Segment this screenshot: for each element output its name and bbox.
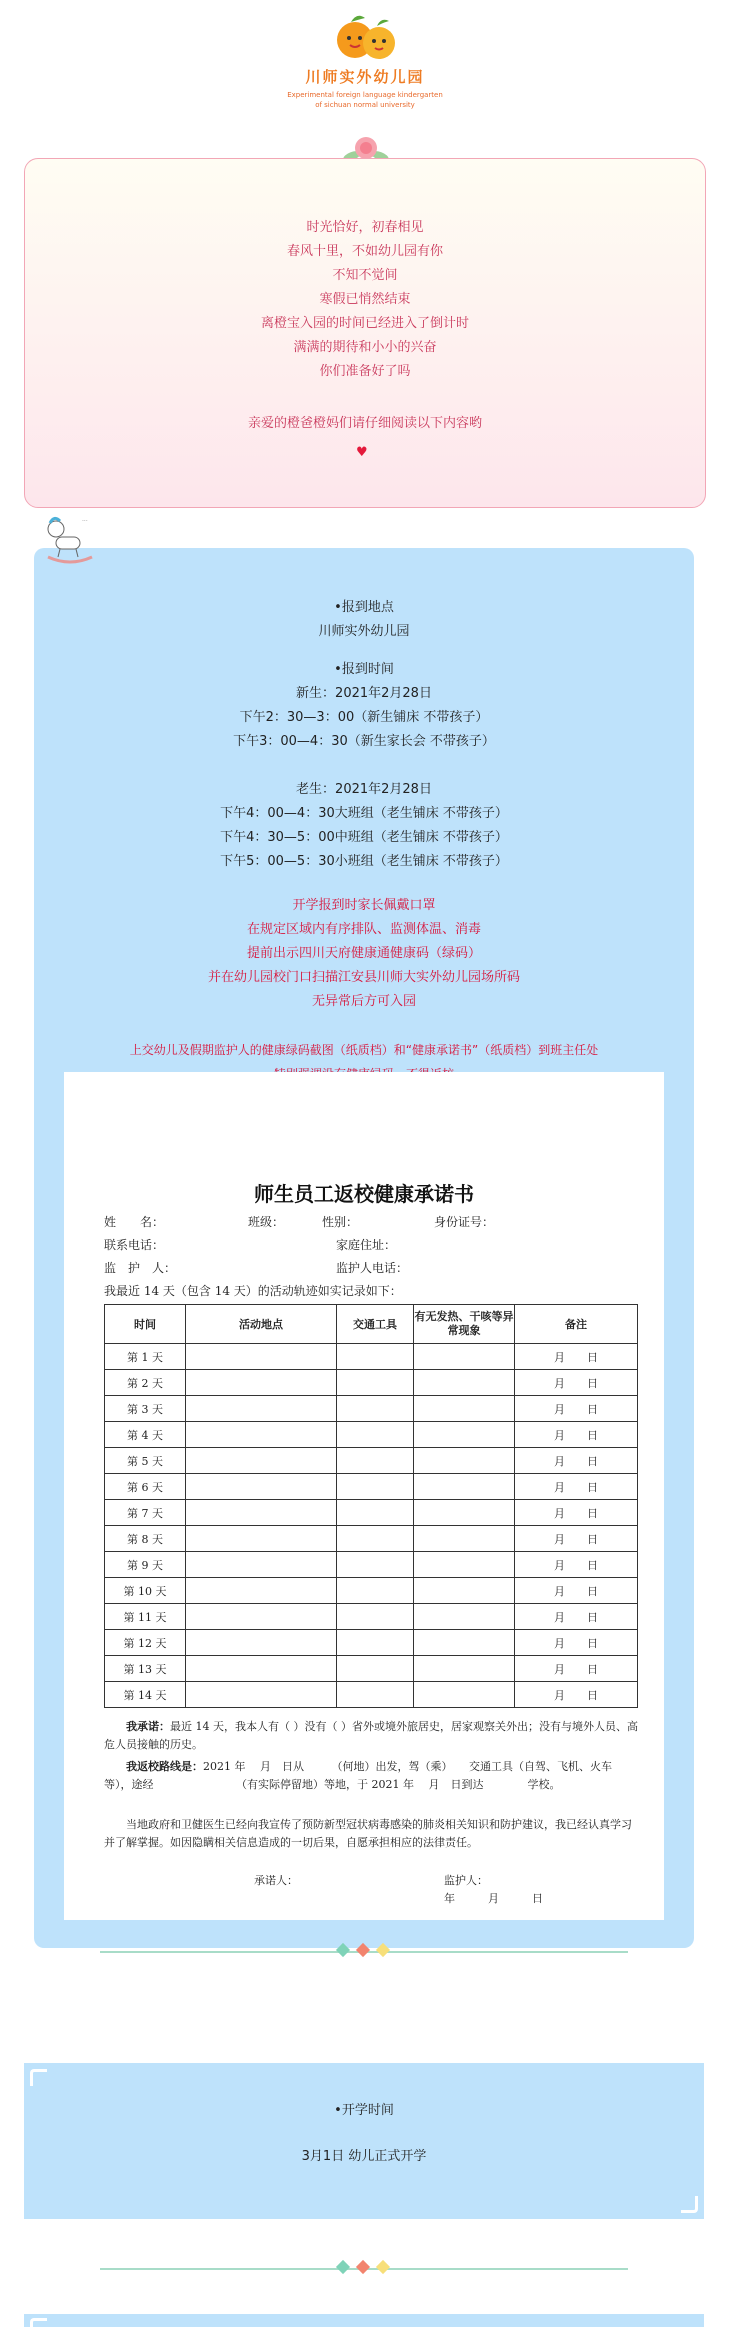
place-cell [186, 1500, 337, 1526]
table-row [105, 1656, 638, 1682]
table-row [105, 1630, 638, 1656]
symptom-cell [414, 1500, 515, 1526]
upload-line: 上交幼儿及假期监护人的健康绿码截图（纸质档）和“健康承诺书”（纸质档）到班主任处 [129, 1043, 599, 1057]
start-date: 3月1日 幼儿正式开学 [301, 2149, 427, 2164]
note-cell: 月 日 [515, 1396, 638, 1422]
table-row [105, 1500, 638, 1526]
report-time-block [34, 658, 694, 754]
symptom-cell [414, 1656, 515, 1682]
transport-cell [337, 1656, 414, 1682]
place-cell [186, 1344, 337, 1370]
diamond-yellow [376, 1943, 390, 1957]
place-cell [186, 1630, 337, 1656]
new-slot: 下午2：30—3：00（新生铺床 不带孩子） [239, 710, 489, 725]
route-label: 我返校路线是： [126, 1760, 203, 1773]
day-cell: 第 12 天 [105, 1630, 186, 1656]
symptom-cell [414, 1344, 515, 1370]
table-row [105, 1526, 638, 1552]
trajectory-table [104, 1304, 638, 1708]
notice-line: 在规定区域内有序排队、监测体温、消毒 [246, 922, 481, 937]
old-time-block [34, 778, 694, 874]
intro-line: 离橙宝入园的时间已经进入了倒计时 [260, 316, 469, 331]
route-text: 2021 年 月 日从 （何地）出发，驾（乘） 交通工具（自驾、飞机、火车等），途经 （有实际停留地）等地，于 2021 年 月 日到达 学校。 [104, 1760, 612, 1791]
symptom-cell [414, 1396, 515, 1422]
form-field-guardian-phone: 监护人电话： [336, 1261, 409, 1275]
diamond-green [336, 2260, 350, 2274]
diamond-divider-icon [334, 1945, 394, 1959]
transport-cell [337, 1396, 414, 1422]
table-row [105, 1578, 638, 1604]
place-cell [186, 1604, 337, 1630]
symptom-cell [414, 1552, 515, 1578]
note-cell: 月 日 [515, 1604, 638, 1630]
form-field-address: 家庭住址： [336, 1238, 397, 1252]
intro-line: 不知不觉间 [332, 268, 398, 283]
note-cell: 月 日 [515, 1474, 638, 1500]
diamond-divider-icon [334, 2262, 394, 2276]
logo-name-en [284, 90, 446, 110]
day-cell: 第 3 天 [105, 1396, 186, 1422]
day-cell: 第 8 天 [105, 1526, 186, 1552]
intro-line: 你们准备好了吗 [319, 364, 411, 379]
place-cell [186, 1682, 337, 1708]
intro-line: 寒假已悄然结束 [319, 292, 411, 307]
transport-cell [337, 1682, 414, 1708]
closing-paragraph: 当地政府和卫健医生已经向我宣传了预防新型冠状病毒感染的肺炎相关知识和防护建议，我已经认真学习并了解掌握。如因隐瞒相关信息造成的一切后果，自愿承担相应的法律责任。 [104, 1818, 632, 1849]
transport-cell [337, 1500, 414, 1526]
notice-line: 提前出示四川天府健康通健康码（绿码） [246, 946, 481, 961]
symptom-cell [414, 1448, 515, 1474]
table-row [105, 1422, 638, 1448]
day-cell: 第 14 天 [105, 1682, 186, 1708]
symptom-cell [414, 1370, 515, 1396]
note-cell: 月 日 [515, 1500, 638, 1526]
notice-line: 无异常后方可入园 [311, 994, 416, 1009]
note-cell: 月 日 [515, 1370, 638, 1396]
place-value: 川师实外幼儿园 [318, 624, 410, 639]
transport-cell [337, 1344, 414, 1370]
symptom-cell [414, 1526, 515, 1552]
old-date: 老生：2021年2月28日 [296, 782, 432, 797]
diamond-orange [356, 2260, 370, 2274]
intro-line: 满满的期待和小小的兴奋 [293, 340, 437, 355]
form-field-gender: 性别： [322, 1215, 359, 1229]
table-row [105, 1604, 638, 1630]
intro-cta: 亲爱的橙爸橙妈们请仔细阅读以下内容哟 [247, 416, 482, 431]
table-row [105, 1682, 638, 1708]
place-cell [186, 1656, 337, 1682]
old-slot: 下午4：00—4：30大班组（老生铺床 不带孩子） [220, 806, 508, 821]
time-heading: •报到时间 [334, 662, 394, 677]
col-symptom: 有无发热、干咳等异常现象 [414, 1305, 515, 1344]
table-row [105, 1448, 638, 1474]
note-cell: 月 日 [515, 1552, 638, 1578]
rocking-horse-icon [42, 513, 98, 565]
transport-cell [337, 1630, 414, 1656]
transport-cell [337, 1552, 414, 1578]
symptom-cell [414, 1474, 515, 1500]
transport-cell [337, 1526, 414, 1552]
heart-icon: ♥ [356, 445, 368, 460]
old-slot: 下午4：30—5：00中班组（老生铺床 不带孩子） [220, 830, 508, 845]
note-cell: 月 日 [515, 1682, 638, 1708]
form-field-phone: 联系电话： [104, 1238, 165, 1252]
signer-label: 承诺人： [254, 1874, 298, 1887]
col-transport: 交通工具 [337, 1305, 414, 1344]
transport-cell [337, 1474, 414, 1500]
table-row [105, 1474, 638, 1500]
form-title: 师生员工返校健康承诺书 [254, 1182, 474, 1206]
corner-bracket-icon [30, 2069, 47, 2086]
note-cell: 月 日 [515, 1526, 638, 1552]
svg-text:...: ... [82, 516, 88, 523]
notice-line: 并在幼儿园校门口扫描江安县川师大实外幼儿园场所码 [207, 970, 520, 985]
old-slot: 下午5：00—5：30小班组（老生铺床 不带孩子） [220, 854, 508, 869]
day-cell: 第 4 天 [105, 1422, 186, 1448]
start-heading: •开学时间 [334, 2103, 394, 2118]
place-cell [186, 1396, 337, 1422]
day-cell: 第 10 天 [105, 1578, 186, 1604]
day-cell: 第 13 天 [105, 1656, 186, 1682]
next-card [24, 2314, 704, 2327]
transport-cell [337, 1578, 414, 1604]
intro-line: 春风十里，不如幼儿园有你 [286, 244, 443, 259]
day-cell: 第 9 天 [105, 1552, 186, 1578]
table-row [105, 1552, 638, 1578]
note-cell: 月 日 [515, 1344, 638, 1370]
guardian-label: 监护人： [444, 1874, 488, 1887]
day-cell: 第 5 天 [105, 1448, 186, 1474]
form-field-id: 身份证号： [434, 1215, 495, 1229]
table-row [105, 1344, 638, 1370]
note-cell: 月 日 [515, 1422, 638, 1448]
place-cell [186, 1370, 337, 1396]
notice-line: 开学报到时家长佩戴口罩 [292, 898, 436, 913]
new-slot: 下午3：00—4：30（新生家长会 不带孩子） [233, 734, 495, 749]
notice-block [34, 894, 694, 1014]
day-cell: 第 2 天 [105, 1370, 186, 1396]
logo-en-line2: of sichuan normal university [315, 101, 415, 109]
orange-logo-icon [331, 10, 401, 66]
intro-lines [25, 216, 705, 384]
table-row [105, 1396, 638, 1422]
start-time-card [24, 2063, 704, 2219]
form-field-class: 班级： [248, 1215, 285, 1229]
symptom-cell [414, 1682, 515, 1708]
form-field-guardian: 监 护 人： [104, 1261, 177, 1275]
intro-line: 时光恰好，初春相见 [306, 220, 424, 235]
symptom-cell [414, 1422, 515, 1448]
day-cell: 第 11 天 [105, 1604, 186, 1630]
new-date: 新生：2021年2月28日 [296, 686, 432, 701]
diamond-orange [356, 1943, 370, 1957]
sign-date: 年 月 日 [444, 1892, 543, 1905]
diamond-green [336, 1943, 350, 1957]
health-commitment-form [64, 1072, 664, 1920]
transport-cell [337, 1448, 414, 1474]
symptom-cell [414, 1578, 515, 1604]
corner-bracket-icon [681, 2196, 698, 2213]
day-cell: 第 7 天 [105, 1500, 186, 1526]
col-note: 备注 [515, 1305, 638, 1344]
form-intro: 我最近 14 天（包含 14 天）的活动轨迹如实记录如下： [104, 1284, 402, 1298]
symptom-cell [414, 1630, 515, 1656]
table-row [105, 1370, 638, 1396]
place-cell [186, 1448, 337, 1474]
place-cell [186, 1474, 337, 1500]
day-cell: 第 1 天 [105, 1344, 186, 1370]
transport-cell [337, 1422, 414, 1448]
note-cell: 月 日 [515, 1578, 638, 1604]
route-paragraph [104, 1758, 638, 1794]
report-place-block [34, 596, 694, 644]
place-cell [186, 1552, 337, 1578]
logo-name-cn: 川师实外幼儿园 [305, 68, 425, 86]
form-field-name: 姓 名： [104, 1215, 165, 1229]
place-cell [186, 1578, 337, 1604]
symptom-cell [414, 1604, 515, 1630]
col-time: 时间 [105, 1305, 186, 1344]
place-cell [186, 1422, 337, 1448]
pledge-paragraph [104, 1718, 638, 1754]
note-cell: 月 日 [515, 1448, 638, 1474]
transport-cell [337, 1604, 414, 1630]
day-cell: 第 6 天 [105, 1474, 186, 1500]
place-heading: •报到地点 [334, 600, 394, 615]
note-cell: 月 日 [515, 1656, 638, 1682]
pledge-label: 我承诺： [126, 1720, 170, 1733]
pledge-text: 最近 14 天，我本人有（ ）没有（ ）省外或境外旅居史，居家观察关外出；没有与境外人员、高危人员接触的历史。 [104, 1720, 638, 1751]
col-place: 活动地点 [186, 1305, 337, 1344]
kindergarten-logo [284, 6, 446, 118]
logo-en-line1: Experimental foreign language kindergarten [287, 91, 443, 99]
diamond-yellow [376, 2260, 390, 2274]
table-header-row [105, 1305, 638, 1344]
transport-cell [337, 1370, 414, 1396]
note-cell: 月 日 [515, 1630, 638, 1656]
place-cell [186, 1526, 337, 1552]
